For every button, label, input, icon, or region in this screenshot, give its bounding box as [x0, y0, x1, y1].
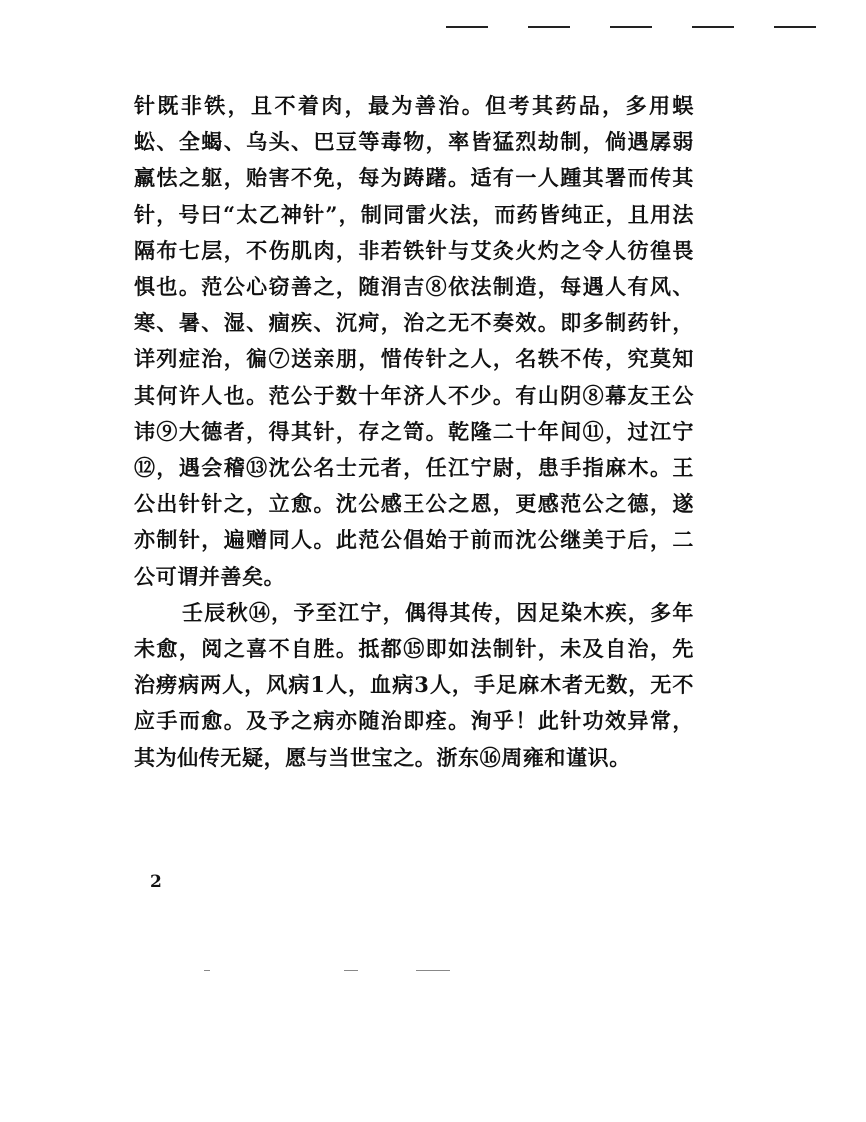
header-rule-3 — [610, 26, 652, 28]
paragraph-2: 壬辰秋⑭，予至江宁，偶得其传，因足染木疾，多年未愈，阅之喜不自胜。抵都⑮即如法制针，未及自治，先治痨病两人，风病1人，血病3人，手足麻木者无数，无不应手而愈。及予之病亦随治即痊。洵乎！此针功效异常，其为仙传无疑，愿与当世宝之。浙东⑯周雍和谨识。 — [134, 599, 694, 770]
paragraph-1: 针既非铁，且不着肉，最为善治。但考其药品，多用蜈蚣、全蝎、乌头、巴豆等毒物，率皆猛烈劫制，倘遇孱弱羸怯之躯，贻害不免，每为踌躇。适有一人踵其署而传其针，号曰“太乙神针”，制同雷火法，而药皆纯正，且用法隔布七层，不伤肌肉，非若铁针与艾灸火灼之令人彷徨畏惧也。范公心窃善之，随涓吉⑧依法制造，每遇人有风、寒、暑、湿、痼疾、沉疴，治之无不奏效。即多制药针，详列症治，徧⑦送亲朋，惜传针之人，名轶不传，究莫知其何许人也。范公于数十年济人不少。有山阴⑧幕友王公讳⑨大德者，得其针，存之笥。乾隆二十年间⑪，过江宁⑫，遇会稽⑬沈公名士元者，任江宁尉，患手指麻木。王公出针针之，立愈。沈公感王公之恩，更感范公之德，遂亦制针，遍赠同人。此范公倡始于前而沈公继美于后，二公可谓并善矣。 — [134, 93, 694, 589]
page-body — [134, 88, 694, 776]
page-number: 2 — [150, 872, 162, 892]
scan-speck — [344, 970, 358, 971]
header-rule-2 — [528, 26, 570, 28]
header-rule-1 — [446, 26, 488, 28]
scan-speck — [416, 970, 450, 971]
header-rule-4 — [692, 26, 734, 28]
header-rule-5 — [774, 26, 816, 28]
scan-speck — [204, 970, 210, 971]
